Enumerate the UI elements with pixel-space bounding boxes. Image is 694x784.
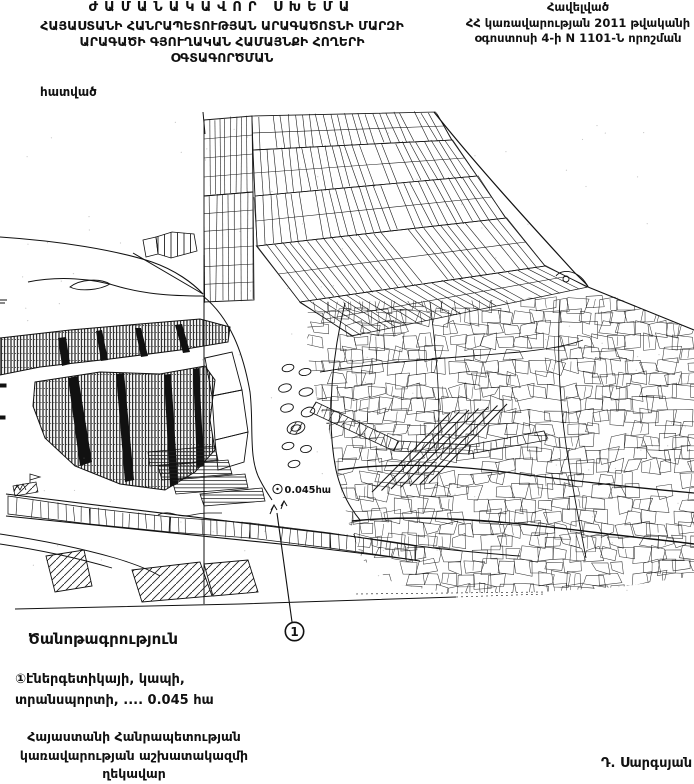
pond-ellipses — [278, 363, 316, 469]
map-area-label — [273, 484, 331, 495]
annex-line-1: Հավելված — [546, 0, 610, 14]
terraced-parcels — [148, 446, 265, 506]
issuer-block — [0, 728, 268, 784]
hatched-islands — [46, 550, 258, 602]
issuer-line-2: կառավարության աշխատակազմի — [19, 747, 249, 763]
fragment-label: հատված — [40, 85, 97, 99]
legend-item-line-2: տրանսպորտի, .... 0.045 հա — [15, 693, 214, 708]
title-line-1: ԺԱՄԱՆԱԿԱՎՈՐ ՍԽԵՄԱ — [88, 0, 356, 15]
issuer-line-3: ղեկավար — [102, 766, 166, 781]
village-parcels — [303, 295, 694, 601]
signature: Դ. Սարգսյան — [601, 756, 693, 771]
canal-band — [310, 402, 548, 455]
isolated-parcel — [143, 232, 197, 258]
legend-item-text-1: էներգետիկայի, կապի, — [26, 672, 185, 687]
title-line-4: ՕԳՏԱԳՈՐԾՄԱՆ — [170, 50, 274, 65]
legend-marker-leader — [270, 501, 304, 641]
legend-item — [15, 669, 295, 711]
legend-heading: Ծանոթագրություն — [28, 630, 179, 648]
title-block — [0, 0, 444, 66]
issuer-line-1: Հայաստանի Հանրապետության — [27, 729, 241, 744]
legend-item-marker: ① — [15, 672, 27, 687]
annex-block — [462, 0, 694, 47]
annex-line-3: օգոստոսի 4-ի N 1101-Ն որոշման — [474, 31, 682, 45]
roadside-parcels — [8, 496, 416, 561]
area-value-text: 0.045հա — [284, 484, 331, 496]
marker-number-text: 1 — [290, 625, 299, 640]
annex-line-2: ՀՀ կառավարության 2011 թվականի — [465, 15, 691, 30]
title-line-2: ՀԱՅԱՍՏԱՆԻ ՀԱՆՐԱՊԵՏՈՒԹՅԱՆ ԱՐԱԳԱԾՈՏՆԻ ՄԱՐԶԻ — [40, 18, 404, 33]
legend-item-line-1 — [15, 669, 295, 690]
title-line-3: ԱՐԱԳԱԾԻ ԳՅՈՒՂԱԿԱՆ ՀԱՄԱՅՆՔԻ ՀՈՂԵՐԻ — [79, 34, 365, 49]
